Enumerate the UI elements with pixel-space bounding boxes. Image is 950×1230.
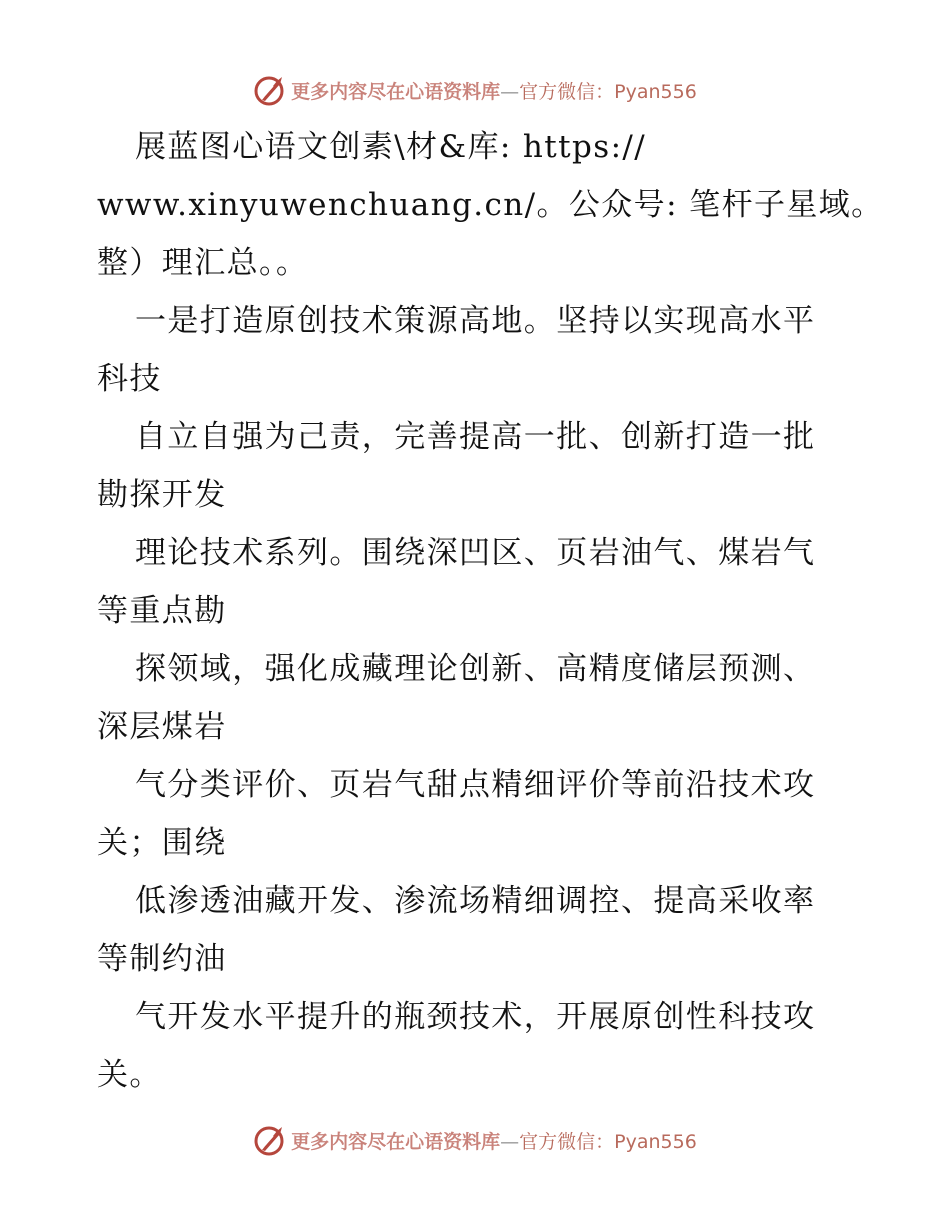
text-line: 深层煤岩 (97, 709, 227, 745)
banner-contact: 官方微信：Pyan556 (519, 80, 697, 103)
header-banner (0, 70, 950, 110)
text-line: 低渗透油藏开发、渗流场精细调控、提高采收率 (135, 883, 816, 919)
banner-site-name: 更多内容尽在心语资料库 (291, 80, 501, 103)
quill-pen-circle-icon (253, 73, 287, 107)
quill-pen-circle-icon (253, 1123, 287, 1157)
text-line: 关；围绕 (97, 825, 227, 861)
banner-separator: — (500, 80, 520, 103)
banner-site-name: 更多内容尽在心语资料库 (291, 1130, 501, 1153)
banner-contact: 官方微信：Pyan556 (519, 1130, 697, 1153)
text-line: 气开发水平提升的瓶颈技术，开展原创性科技攻 (135, 999, 816, 1035)
document-body (97, 122, 884, 1108)
banner-separator: — (500, 1130, 520, 1153)
text-line: 勘探开发 (97, 477, 227, 513)
text-line: 等重点勘 (97, 593, 227, 629)
text-line: 理论技术系列。围绕深凹区、页岩油气、煤岩气 (135, 535, 816, 571)
text-line: 展蓝图心语文创素\材&库: https:// (135, 129, 647, 165)
footer-banner (0, 1120, 950, 1160)
text-line: 科技 (97, 361, 162, 397)
text-line: 整）理汇总。。 (97, 245, 309, 281)
text-line: 一是打造原创技术策源高地。坚持以实现高水平 (135, 303, 816, 339)
text-line: 探领域，强化成藏理论创新、高精度储层预测、 (135, 651, 816, 687)
text-line: www.xinyuwenchuang.cn/。公众号: 笔杆子星域。 (97, 187, 884, 223)
text-line: 气分类评价、页岩气甜点精细评价等前沿技术攻 (135, 767, 816, 803)
text-line: 自立自强为己责，完善提高一批、创新打造一批 (135, 419, 816, 455)
text-line: 关。 (97, 1057, 162, 1093)
text-line: 等制约油 (97, 941, 227, 977)
